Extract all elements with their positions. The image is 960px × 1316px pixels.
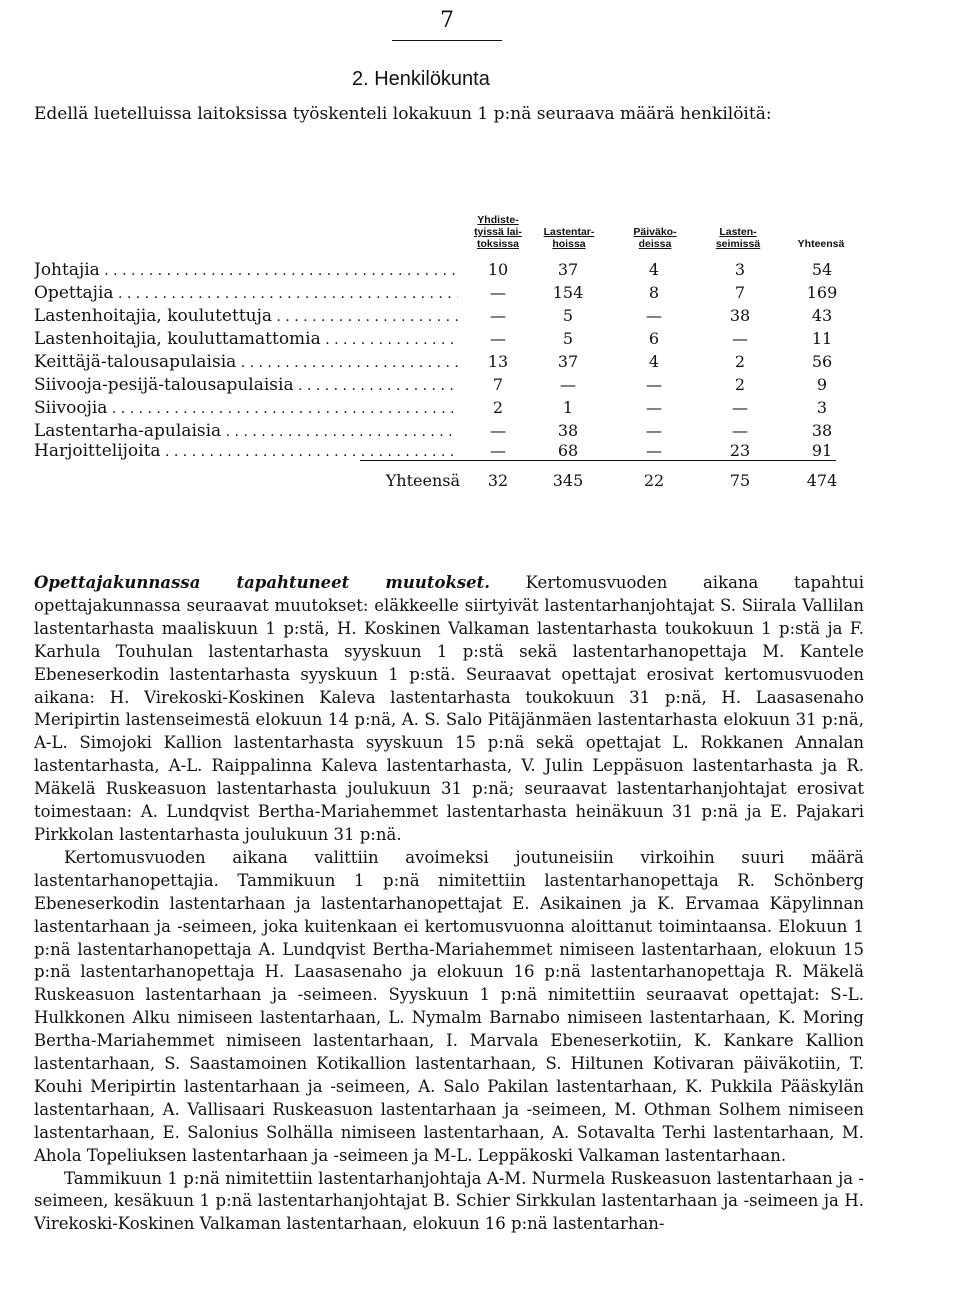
table-cell: 91 [811,441,833,460]
table-cell: — [490,329,506,348]
total-label: Yhteensä [385,471,460,490]
table-cell: 43 [811,306,833,325]
table-cell: — [646,398,662,417]
paragraph-text: Kertomusvuoden aikana tapahtui opettajakunnassa seuraavat muutokset: eläkkeelle siirtyivät lastentarhanjohtajat S. Siirala Vallilan lastentarhasta maaliskuun 1 p:stä, H. Koskinen Valkaman lastentarhasta toukokuun 1 p:stä ja F. Karhula Touhulan lastentarhasta syyskuun 1 p:stä sekä lastentarhanopettaja M. Kantele Ebeneserkodin lastentarhasta syyskuun 1 p:stä. Seuraavat opettajat erosivat kertomusvuoden aikana: H. Virekoski-Koskinen Kaleva lastentarhasta toukokuun 31 p:nä, H. Laasasenaho Meripirtin lastenseimestä elokuun 14 p:nä, A. S. Salo Pitäjänmäen lastentarhasta elokuun 31 p:nä, A-L. Simojoki Kallion lastentarhasta syyskuun 15 p:nä sekä opettajat L. Rokkanen Annalan lastentarhasta, A-L. Raippalinna Kaleva lastentarhasta, V. Julin Leppäsuon lastentarhasta ja R. Mäkelä Ruskeasuon lastentarhasta joulukuun 31 p:nä; seuraavat lastentarhanjohtajat erosivat toimestaan: A. Lundqvist Bertha-Mariahemmet lastentarhasta heinäkuun 31 p:nä ja E. Pajakari Pirkkolan lastentarhasta joulukuun 31 p:nä. [34,573,865,844]
table-cell: 6 [648,329,660,348]
table-cell: 7 [734,283,746,302]
table-cell: 2 [492,398,504,417]
row-label: Siivooja-pesijä-talousapulaisia . . . [34,374,458,397]
table-cell: 4 [648,352,660,371]
total-cell: 75 [729,471,751,490]
table-row [0,374,960,396]
total-cell: 32 [487,471,509,490]
total-cell: 22 [643,471,665,490]
table-row [0,259,960,281]
total-rule [360,460,836,461]
row-label: Lastentarha-apulaisia . . . [34,420,458,443]
table-row [0,328,960,350]
row-label: Opettajia . . . [34,282,458,305]
table-cell: 38 [729,306,751,325]
table-cell: 54 [811,260,833,279]
table-cell: — [646,441,662,460]
table-row [0,420,960,442]
row-label: Johtajia . . . [34,259,458,282]
table-cell: — [732,421,748,440]
table-cell: 38 [811,421,833,440]
row-label: Lastenhoitajia, kouluttamattomia . . . [34,328,458,351]
table-cell: 68 [557,441,579,460]
table-cell: 2 [734,375,746,394]
total-cell: 474 [806,471,838,490]
table-cell: 37 [557,352,579,371]
table-cell: 38 [557,421,579,440]
table-cell: — [490,421,506,440]
table-cell: — [490,306,506,325]
page-number: 7 [440,8,454,33]
table-cell: — [490,283,506,302]
column-header-creches: Lasten- seimissä [715,226,761,250]
paragraph-heading: Opettajakunnassa tapahtuneet muutokset. [34,573,491,592]
table-cell: 9 [816,375,828,394]
total-row [0,470,960,492]
table-cell: 23 [729,441,751,460]
table-row [0,440,960,462]
table-cell: 7 [492,375,504,394]
row-label: Siivoojia . . . [34,397,458,420]
table-cell: 37 [557,260,579,279]
table-cell: 10 [487,260,509,279]
table-cell: — [560,375,576,394]
table-cell: 8 [648,283,660,302]
total-cell: 345 [552,471,584,490]
table-cell: — [646,306,662,325]
column-header-total: Yhteensä [797,238,845,250]
row-label: Harjoittelijoita . . . [34,440,458,463]
table-row [0,351,960,373]
paragraph: Kertomusvuoden aikana valittiin avoimeksi joutuneisiin virkoihin suuri määrä lastentarhanopettajia. Tammikuun 1 p:nä nimitettiin lastentarhanopettaja R. Schönberg Ebeneserkodin lastentarhaan ja lastentarhanopettajat E. Asikainen ja K. Ervamaa Käpylinnan lastentarhaan ja -seimeen, joka kuitenkaan ei kertomusvuonna aloittanut toimintaansa. Elokuun 1 p:nä lastentarhanopettaja A. Lundqvist Bertha-Mariahemmet nimiseen lastentarhaan, elokuun 15 p:nä lastentarhanopettaja H. Laasasenaho ja elokuun 16 p:nä lastentarhanopettaja R. Mäkelä Ruskeasuon lastentarhaan ja -seimeen. Syyskuun 1 p:nä nimitettiin seuraavat opettajat: S-L. Hulkkonen Alku nimiseen lastentarhaan, L. Nymalm Barnabo nimiseen lastentarhaan, K. Moring Bertha-Mariahemmet nimiseen lastentarhaan, I. Marvala Ebeneserkotiin, K. Kankare Kallion lastentarhaan, S. Saastamoinen Kotikallion lastentarhaan, S. Hiltunen Kotivaran päiväkotiin, T. Kouhi Meripirtin lastentarhaan ja -seimeen, A. Salo Pakilan lastentarhaan, K. Pukkila Pääskylän lastentarhaan, A. Vallisaari Ruskeasuon lastentarhaan ja -seimeen, M. Othman Solhem nimiseen lastentarhaan, E. Salonius Solhälla nimiseen lastentarhaan, A. Sotavalta Terhi lastentarhaan, M. Ahola Topeliuksen lastentarhaan ja -seimeen ja M-L. Leppäkoski Valkaman lastentarhaan. [34,847,864,1165]
table-cell: 3 [816,398,828,417]
table-cell: 56 [811,352,833,371]
table-cell: 3 [734,260,746,279]
table-cell: — [646,375,662,394]
table-cell: — [490,441,506,460]
table-cell: 2 [734,352,746,371]
row-label: Lastenhoitajia, koulutettuja . . . [34,305,458,328]
table-row [0,305,960,327]
table-cell: 4 [648,260,660,279]
table-cell: 13 [487,352,509,371]
table-row [0,397,960,419]
column-header-daycare: Päiväko- deissa [633,226,677,250]
table-cell: 1 [562,398,574,417]
table-cell: — [646,421,662,440]
table-cell: 11 [811,329,833,348]
table-cell: 169 [806,283,838,302]
table-row [0,282,960,304]
page-number-rule [392,40,502,41]
paragraph [34,572,864,847]
section-title: 2. Henkilökunta [352,68,490,90]
table-cell: 5 [562,306,574,325]
table-cell: — [732,398,748,417]
table-cell: 154 [552,283,584,302]
row-label: Keittäjä-talousapulaisia . . . [34,351,458,374]
column-header-kindergartens: Lastentar- hoissa [543,226,595,250]
body-text [34,572,864,1236]
intro-sentence: Edellä luetelluissa laitoksissa työskenteli lokakuun 1 p:nä seuraava määrä henkilöitä: [34,104,772,124]
paragraph: Tammikuun 1 p:nä nimitettiin lastentarhanjohtaja A-M. Nurmela Ruskeasuon lastentarhaan ja -seimeen, kesäkuun 1 p:nä lastentarhanjohtajat B. Schier Sirkkulan lastentarhaan ja -seimeen ja H. Virekoski-Koskinen Valkaman lastentarhaan, elokuun 16 p:nä lastentarhan- [34,1168,864,1234]
column-header-combined: Yhdiste- tyissä lai- toksissa [474,214,522,250]
table-cell: — [732,329,748,348]
table-cell: 5 [562,329,574,348]
